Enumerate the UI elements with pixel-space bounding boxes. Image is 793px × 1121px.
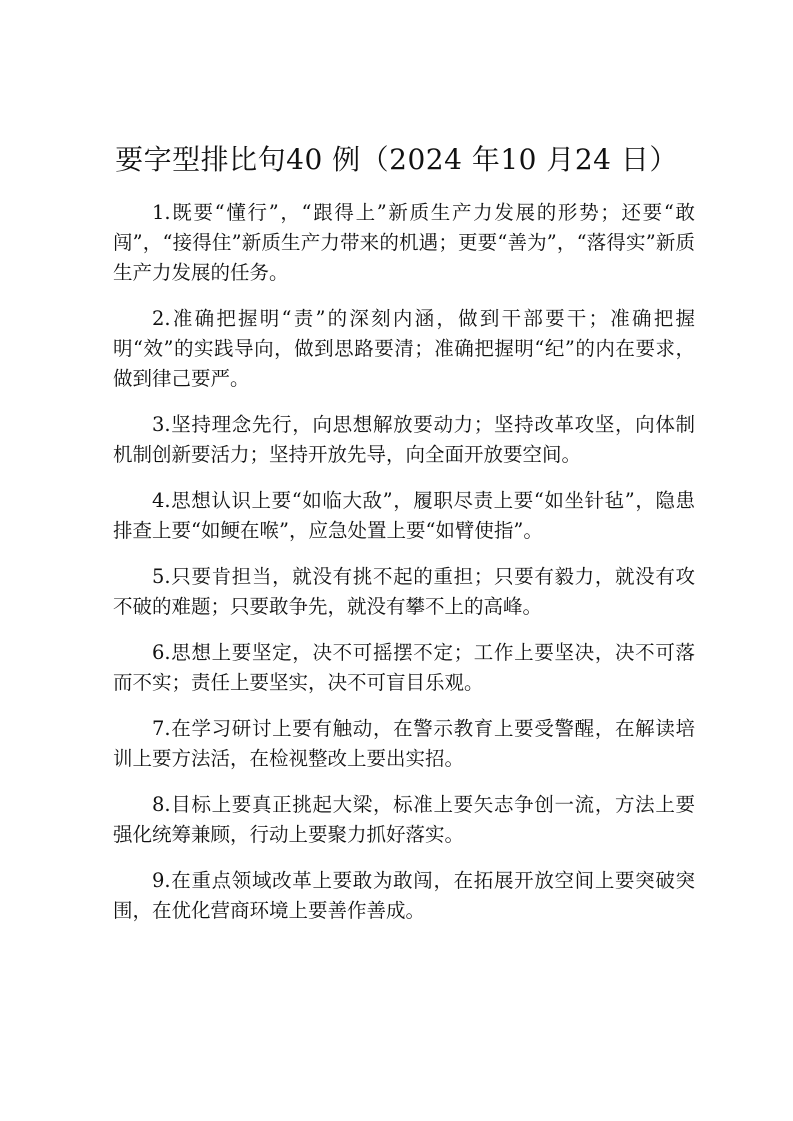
paragraph-2: 2.准确把握明“责”的深刻内涵，做到干部要干；准确把握明“效”的实践导向，做到思路要清；准确把握明“纪”的内在要求，做到律己要严。 [113,307,695,390]
paragraph-6: 6.思想上要坚定，决不可摇摆不定；工作上要坚决，决不可落而不实；责任上要坚实，决不可盲目乐观。 [113,641,695,694]
document-body [113,198,695,942]
paragraph-9: 9.在重点领域改革上要敢为敢闯，在拓展开放空间上要突破突围，在优化营商环境上要善作善成。 [113,869,695,922]
paragraph-7: 7.在学习研讨上要有触动，在警示教育上要受警醒，在解读培训上要方法活，在检视整改上要出实招。 [113,717,695,770]
paragraph-4: 4.思想认识上要“如临大敌”，履职尽责上要“如坐针毡”，隐患排查上要“如鲠在喉”，应急处置上要“如臂使指”。 [113,489,695,542]
document-title: 要字型排比句40 例（2024 年10 月24 日） [115,143,678,176]
paragraph-3: 3.坚持理念先行，向思想解放要动力；坚持改革攻坚，向体制机制创新要活力；坚持开放先导，向全面开放要空间。 [113,413,695,466]
paragraph-5: 5.只要肯担当，就没有挑不起的重担；只要有毅力，就没有攻不破的难题；只要敢争先，就没有攀不上的高峰。 [113,565,695,618]
paragraph-8: 8.目标上要真正挑起大梁，标准上要矢志争创一流，方法上要强化统筹兼顾，行动上要聚力抓好落实。 [113,793,695,846]
paragraph-1: 1.既要“懂行”，“跟得上”新质生产力发展的形势；还要“敢闯”，“接得住”新质生产力带来的机遇；更要“善为”，“落得实”新质生产力发展的任务。 [113,201,695,284]
